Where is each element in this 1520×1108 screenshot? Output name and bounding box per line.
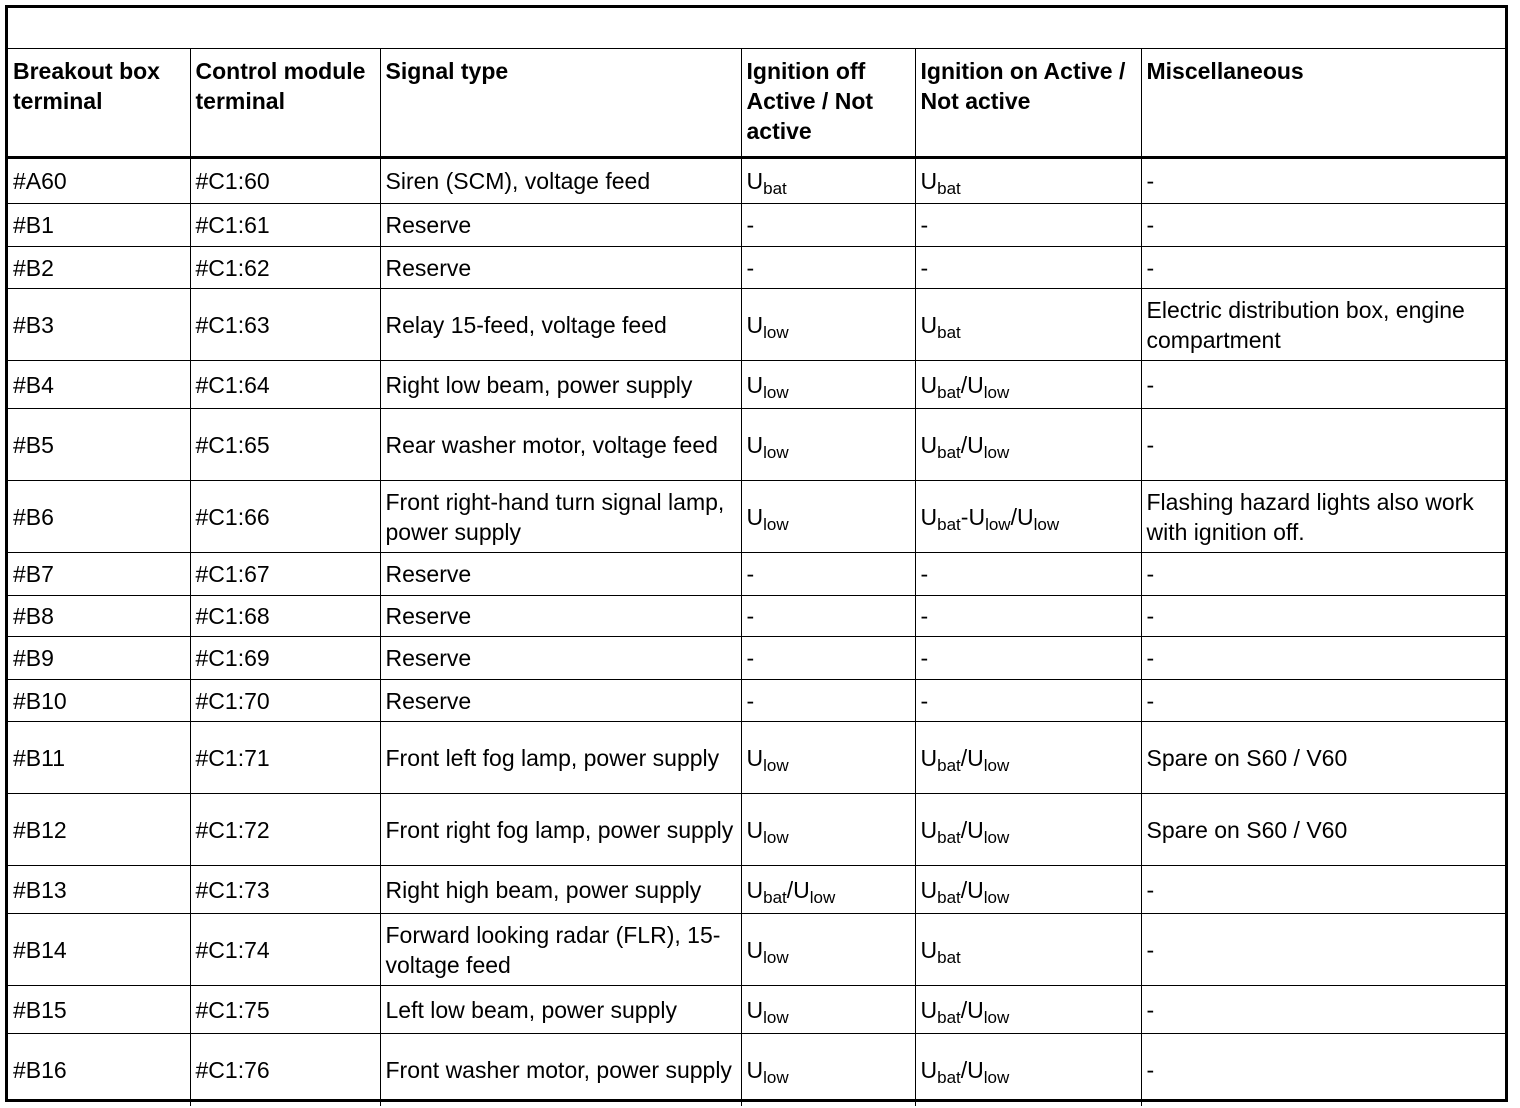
cell-ignition-off: $U_{low}$ — [741, 722, 915, 794]
cell-miscellaneous: - — [1141, 680, 1505, 722]
cell-control-module-terminal: #C1:61 — [190, 204, 380, 247]
cell-ignition-on: - — [915, 247, 1141, 289]
cell-miscellaneous: Spare on S60 / V60 — [1141, 722, 1505, 794]
cell-ignition-off: $U_{low}$ — [741, 986, 915, 1034]
table-row — [8, 247, 1505, 289]
cell-miscellaneous: - — [1141, 361, 1505, 409]
cell-ignition-off: $U_{low}$ — [741, 409, 915, 481]
cell-breakout-terminal: #B5 — [8, 409, 190, 481]
table-row — [8, 1034, 1505, 1106]
cell-control-module-terminal: #C1:69 — [190, 637, 380, 680]
cell-miscellaneous: - — [1141, 409, 1505, 481]
cell-breakout-terminal: #B8 — [8, 596, 190, 637]
cell-ignition-on: $U_{bat}/U_{low}$ — [915, 794, 1141, 866]
cell-ignition-off: - — [741, 247, 915, 289]
cell-ignition-off: - — [741, 637, 915, 680]
cell-miscellaneous: Electric distribution box, engine compartment — [1141, 289, 1505, 361]
cell-miscellaneous: - — [1141, 158, 1505, 204]
cell-miscellaneous: - — [1141, 596, 1505, 637]
cell-control-module-terminal: #C1:67 — [190, 553, 380, 596]
cell-breakout-terminal: #B2 — [8, 247, 190, 289]
cell-ignition-on: - — [915, 637, 1141, 680]
cell-breakout-terminal: #B11 — [8, 722, 190, 794]
cell-ignition-on: $U_{bat}$ — [915, 289, 1141, 361]
cell-signal-type: Reserve — [380, 204, 741, 247]
table-title-band — [8, 8, 1505, 49]
header-signal-type: Signal type — [380, 49, 741, 158]
header-breakout-terminal: Breakout box terminal — [8, 49, 190, 158]
cell-signal-type: Right high beam, power supply — [380, 866, 741, 914]
cell-control-module-terminal: #C1:70 — [190, 680, 380, 722]
cell-control-module-terminal: #C1:60 — [190, 158, 380, 204]
table-row — [8, 553, 1505, 596]
table-row — [8, 409, 1505, 481]
cell-breakout-terminal: #B1 — [8, 204, 190, 247]
cell-signal-type: Reserve — [380, 596, 741, 637]
cell-ignition-off: - — [741, 680, 915, 722]
table-frame — [5, 5, 1508, 1102]
cell-signal-type: Left low beam, power supply — [380, 986, 741, 1034]
cell-ignition-on: $U_{bat}$ — [915, 914, 1141, 986]
cell-control-module-terminal: #C1:71 — [190, 722, 380, 794]
cell-control-module-terminal: #C1:73 — [190, 866, 380, 914]
cell-ignition-off: $U_{low}$ — [741, 1034, 915, 1106]
cell-miscellaneous: - — [1141, 914, 1505, 986]
cell-ignition-on: $U_{bat}/U_{low}$ — [915, 722, 1141, 794]
header-ignition-off: Ignition off Active / Not active — [741, 49, 915, 158]
table-row — [8, 637, 1505, 680]
cell-control-module-terminal: #C1:68 — [190, 596, 380, 637]
cell-breakout-terminal: #B13 — [8, 866, 190, 914]
cell-ignition-off: - — [741, 596, 915, 637]
cell-control-module-terminal: #C1:76 — [190, 1034, 380, 1106]
cell-signal-type: Relay 15-feed, voltage feed — [380, 289, 741, 361]
cell-ignition-off: - — [741, 204, 915, 247]
cell-control-module-terminal: #C1:63 — [190, 289, 380, 361]
cell-signal-type: Front right-hand turn signal lamp, power supply — [380, 481, 741, 553]
cell-miscellaneous: - — [1141, 204, 1505, 247]
header-ignition-on: Ignition on Active / Not active — [915, 49, 1141, 158]
cell-signal-type: Reserve — [380, 637, 741, 680]
cell-miscellaneous: - — [1141, 1034, 1505, 1106]
cell-control-module-terminal: #C1:66 — [190, 481, 380, 553]
cell-breakout-terminal: #B15 — [8, 986, 190, 1034]
cell-ignition-off: $U_{low}$ — [741, 914, 915, 986]
cell-control-module-terminal: #C1:75 — [190, 986, 380, 1034]
cell-control-module-terminal: #C1:62 — [190, 247, 380, 289]
cell-ignition-off: - — [741, 553, 915, 596]
cell-breakout-terminal: #B4 — [8, 361, 190, 409]
cell-signal-type: Front washer motor, power supply — [380, 1034, 741, 1106]
cell-signal-type: Reserve — [380, 680, 741, 722]
cell-ignition-on: $U_{bat}/U_{low}$ — [915, 361, 1141, 409]
table-row — [8, 481, 1505, 553]
cell-ignition-on: - — [915, 596, 1141, 637]
table-row — [8, 204, 1505, 247]
header-row — [8, 49, 1505, 158]
cell-breakout-terminal: #B9 — [8, 637, 190, 680]
header-miscellaneous: Miscellaneous — [1141, 49, 1505, 158]
cell-ignition-off: $U_{bat}$ — [741, 158, 915, 204]
table-row — [8, 794, 1505, 866]
cell-signal-type: Front right fog lamp, power supply — [380, 794, 741, 866]
cell-ignition-on: - — [915, 204, 1141, 247]
cell-ignition-on: $U_{bat}-U_{low}/U_{low}$ — [915, 481, 1141, 553]
cell-ignition-on: $U_{bat}$ — [915, 158, 1141, 204]
cell-miscellaneous: - — [1141, 866, 1505, 914]
cell-ignition-off: $U_{low}$ — [741, 289, 915, 361]
table-row — [8, 986, 1505, 1034]
cell-miscellaneous: - — [1141, 553, 1505, 596]
table-row — [8, 866, 1505, 914]
cell-ignition-on: $U_{bat}/U_{low}$ — [915, 1034, 1141, 1106]
table-row — [8, 680, 1505, 722]
cell-signal-type: Front left fog lamp, power supply — [380, 722, 741, 794]
cell-breakout-terminal: #B16 — [8, 1034, 190, 1106]
table-row — [8, 914, 1505, 986]
cell-breakout-terminal: #B14 — [8, 914, 190, 986]
cell-control-module-terminal: #C1:65 — [190, 409, 380, 481]
table-row — [8, 596, 1505, 637]
cell-control-module-terminal: #C1:72 — [190, 794, 380, 866]
cell-ignition-off: $U_{bat}/U_{low}$ — [741, 866, 915, 914]
cell-breakout-terminal: #B3 — [8, 289, 190, 361]
cell-signal-type: Rear washer motor, voltage feed — [380, 409, 741, 481]
cell-miscellaneous: - — [1141, 986, 1505, 1034]
cell-control-module-terminal: #C1:74 — [190, 914, 380, 986]
header-control-module-terminal: Control module terminal — [190, 49, 380, 158]
terminal-table — [8, 49, 1505, 1106]
cell-miscellaneous: Flashing hazard lights also work with ignition off. — [1141, 481, 1505, 553]
cell-signal-type: Reserve — [380, 553, 741, 596]
cell-breakout-terminal: #A60 — [8, 158, 190, 204]
table-row — [8, 361, 1505, 409]
cell-breakout-terminal: #B10 — [8, 680, 190, 722]
cell-ignition-off: $U_{low}$ — [741, 481, 915, 553]
cell-miscellaneous: Spare on S60 / V60 — [1141, 794, 1505, 866]
cell-miscellaneous: - — [1141, 247, 1505, 289]
cell-breakout-terminal: #B6 — [8, 481, 190, 553]
cell-ignition-off: $U_{low}$ — [741, 361, 915, 409]
cell-breakout-terminal: #B12 — [8, 794, 190, 866]
table-row — [8, 289, 1505, 361]
cell-signal-type: Reserve — [380, 247, 741, 289]
table-row — [8, 722, 1505, 794]
cell-ignition-on: - — [915, 553, 1141, 596]
cell-signal-type: Forward looking radar (FLR), 15-voltage feed — [380, 914, 741, 986]
cell-breakout-terminal: #B7 — [8, 553, 190, 596]
cell-miscellaneous: - — [1141, 637, 1505, 680]
cell-ignition-on: $U_{bat}/U_{low}$ — [915, 409, 1141, 481]
cell-ignition-on: $U_{bat}/U_{low}$ — [915, 866, 1141, 914]
cell-signal-type: Siren (SCM), voltage feed — [380, 158, 741, 204]
cell-ignition-on: $U_{bat}/U_{low}$ — [915, 986, 1141, 1034]
cell-signal-type: Right low beam, power supply — [380, 361, 741, 409]
table-row — [8, 158, 1505, 204]
cell-ignition-off: $U_{low}$ — [741, 794, 915, 866]
cell-control-module-terminal: #C1:64 — [190, 361, 380, 409]
cell-ignition-on: - — [915, 680, 1141, 722]
